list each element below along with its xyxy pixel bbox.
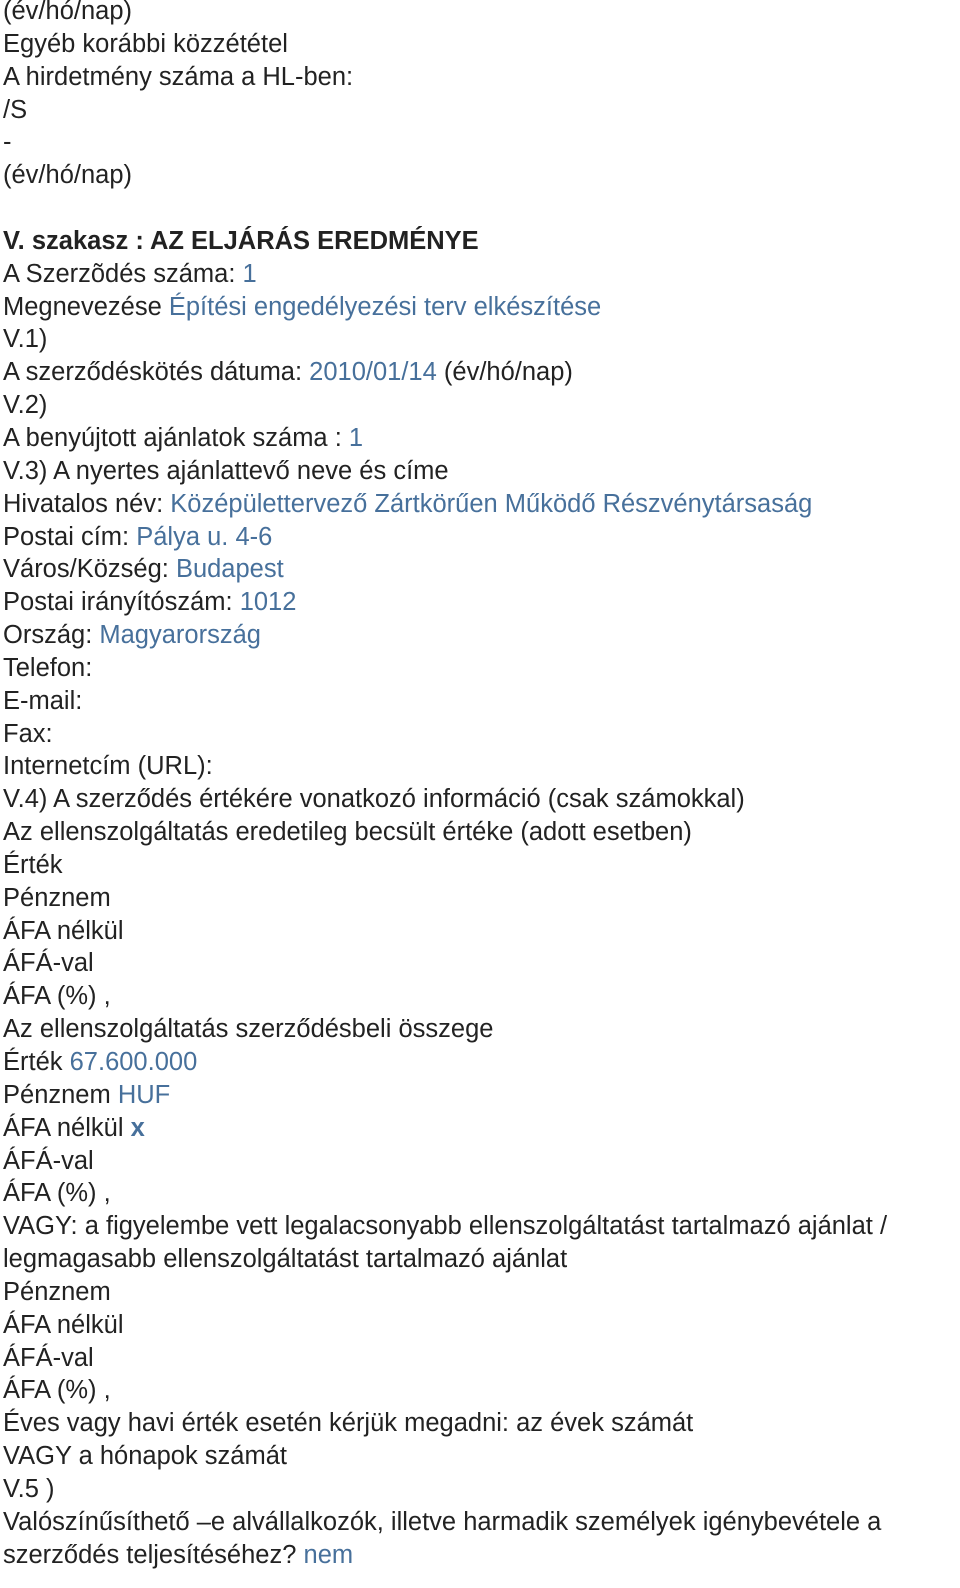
city-value: Budapest xyxy=(175,555,284,584)
url-label: Internetcím (URL): xyxy=(3,752,213,781)
country-row xyxy=(3,619,955,652)
oj-s-label: /S xyxy=(3,95,28,124)
contract-number-label: A Szerzõdés száma: xyxy=(3,259,236,288)
lowest-highest-currency-label: Pénznem xyxy=(3,1277,111,1306)
lowest-highest-heading: VAGY: a figyelembe vett legalacsonyabb ellenszolgáltatást tartalmazó ajánlat / legmagasabb ellenszolgáltatást tartalmazó ajánlat xyxy=(3,1212,888,1274)
contract-currency-label: Pénznem xyxy=(3,1080,111,1109)
other-publication-label: Egyéb korábbi közzététel xyxy=(3,29,288,58)
country-label: Ország: xyxy=(3,621,93,650)
v2-label: V.2) xyxy=(3,391,48,420)
estimated-currency-label: Pénznem xyxy=(3,883,111,912)
contract-number-value: 1 xyxy=(242,259,257,288)
document-body xyxy=(3,0,955,1572)
oj-number-label: A hirdetmény száma a HL-ben: xyxy=(3,62,354,91)
contract-value-row xyxy=(3,1046,955,1079)
contract-date-unit: (év/hó/nap) xyxy=(443,358,573,387)
contract-value-heading: Az ellenszolgáltatás szerződésbeli összege xyxy=(3,1015,494,1044)
section-v-heading: V. szakasz : AZ ELJÁRÁS EREDMÉNYE xyxy=(3,226,479,255)
official-name-value: Középülettervező Zártkörűen Működő Részvénytársaság xyxy=(170,489,813,518)
estimated-net-label: ÁFA nélkül xyxy=(3,916,124,945)
contract-value-amount: 67.600.000 xyxy=(69,1048,198,1076)
oj-dash: - xyxy=(3,128,12,157)
contract-date-row xyxy=(3,356,955,389)
contract-vat-label: ÁFA (%) , xyxy=(3,1179,111,1208)
postal-address-value: Pálya u. 4-6 xyxy=(136,522,273,551)
estimated-heading: Az ellenszolgáltatás eredetileg becsült értéke (adott esetben) xyxy=(3,818,692,847)
fax-label: Fax: xyxy=(3,719,53,748)
postal-address-row xyxy=(3,521,955,554)
months-label: VAGY a hónapok számát xyxy=(3,1442,287,1471)
estimated-vat-label: ÁFA (%) , xyxy=(3,982,111,1011)
city-label: Város/Község: xyxy=(3,555,169,584)
prev-pub-date-unit: (év/hó/nap) xyxy=(3,0,132,25)
annual-monthly-label: Éves vagy havi érték esetén kérjük megadni: az évek számát xyxy=(3,1409,694,1438)
email-label: E-mail: xyxy=(3,686,83,715)
postal-address-label: Postai cím: xyxy=(3,522,130,551)
phone-label: Telefon: xyxy=(3,653,93,682)
contract-currency-row xyxy=(3,1079,955,1112)
official-name-label: Hivatalos név: xyxy=(3,489,164,518)
zip-row xyxy=(3,586,955,619)
zip-value: 1012 xyxy=(239,588,297,617)
official-name-row xyxy=(3,488,955,521)
contract-name-row xyxy=(3,291,955,324)
contract-gross-label: ÁFÁ-val xyxy=(3,1146,94,1175)
offers-value: 1 xyxy=(348,423,364,452)
v3-label: V.3) A nyertes ajánlattevő neve és címe xyxy=(3,456,449,485)
contract-net-mark: x xyxy=(130,1113,145,1142)
lowest-highest-vat-label: ÁFA (%) , xyxy=(3,1376,111,1405)
contract-name-value: Építési engedélyezési terv elkészítése xyxy=(168,292,602,321)
offers-label: A benyújtott ajánlatok száma : xyxy=(3,423,342,452)
estimated-value-label: Érték xyxy=(3,850,63,879)
oj-date-unit: (év/hó/nap) xyxy=(3,161,132,190)
contract-number-row xyxy=(3,258,955,291)
v4-label: V.4) A szerződés értékére vonatkozó információ (csak számokkal) xyxy=(3,785,745,814)
lowest-highest-gross-label: ÁFÁ-val xyxy=(3,1343,94,1372)
city-row xyxy=(3,553,955,586)
contract-date-value: 2010/01/14 xyxy=(309,358,437,387)
contract-currency-value: HUF xyxy=(117,1080,171,1109)
contract-name-label: Megnevezése xyxy=(3,292,162,321)
subcontract-row xyxy=(3,1506,955,1572)
contract-date-label: A szerződéskötés dátuma: xyxy=(3,358,303,387)
v1-label: V.1) xyxy=(3,325,48,354)
country-value: Magyarország xyxy=(99,621,261,650)
zip-label: Postai irányítószám: xyxy=(3,588,233,617)
offers-row xyxy=(3,422,955,455)
blank-line xyxy=(3,192,955,225)
contract-value-label: Érték xyxy=(3,1048,63,1076)
contract-net-label: ÁFA nélkül xyxy=(3,1113,124,1142)
estimated-gross-label: ÁFÁ-val xyxy=(3,949,94,978)
subcontract-question: Valószínűsíthető –e alvállalkozók, illetve harmadik személyek igénybevétele a szerződés teljesítéséhez? xyxy=(3,1507,882,1569)
v5-label: V.5 ) xyxy=(3,1474,55,1503)
subcontract-answer: nem xyxy=(303,1540,354,1569)
lowest-highest-net-label: ÁFA nélkül xyxy=(3,1310,124,1339)
contract-net-row xyxy=(3,1112,955,1145)
